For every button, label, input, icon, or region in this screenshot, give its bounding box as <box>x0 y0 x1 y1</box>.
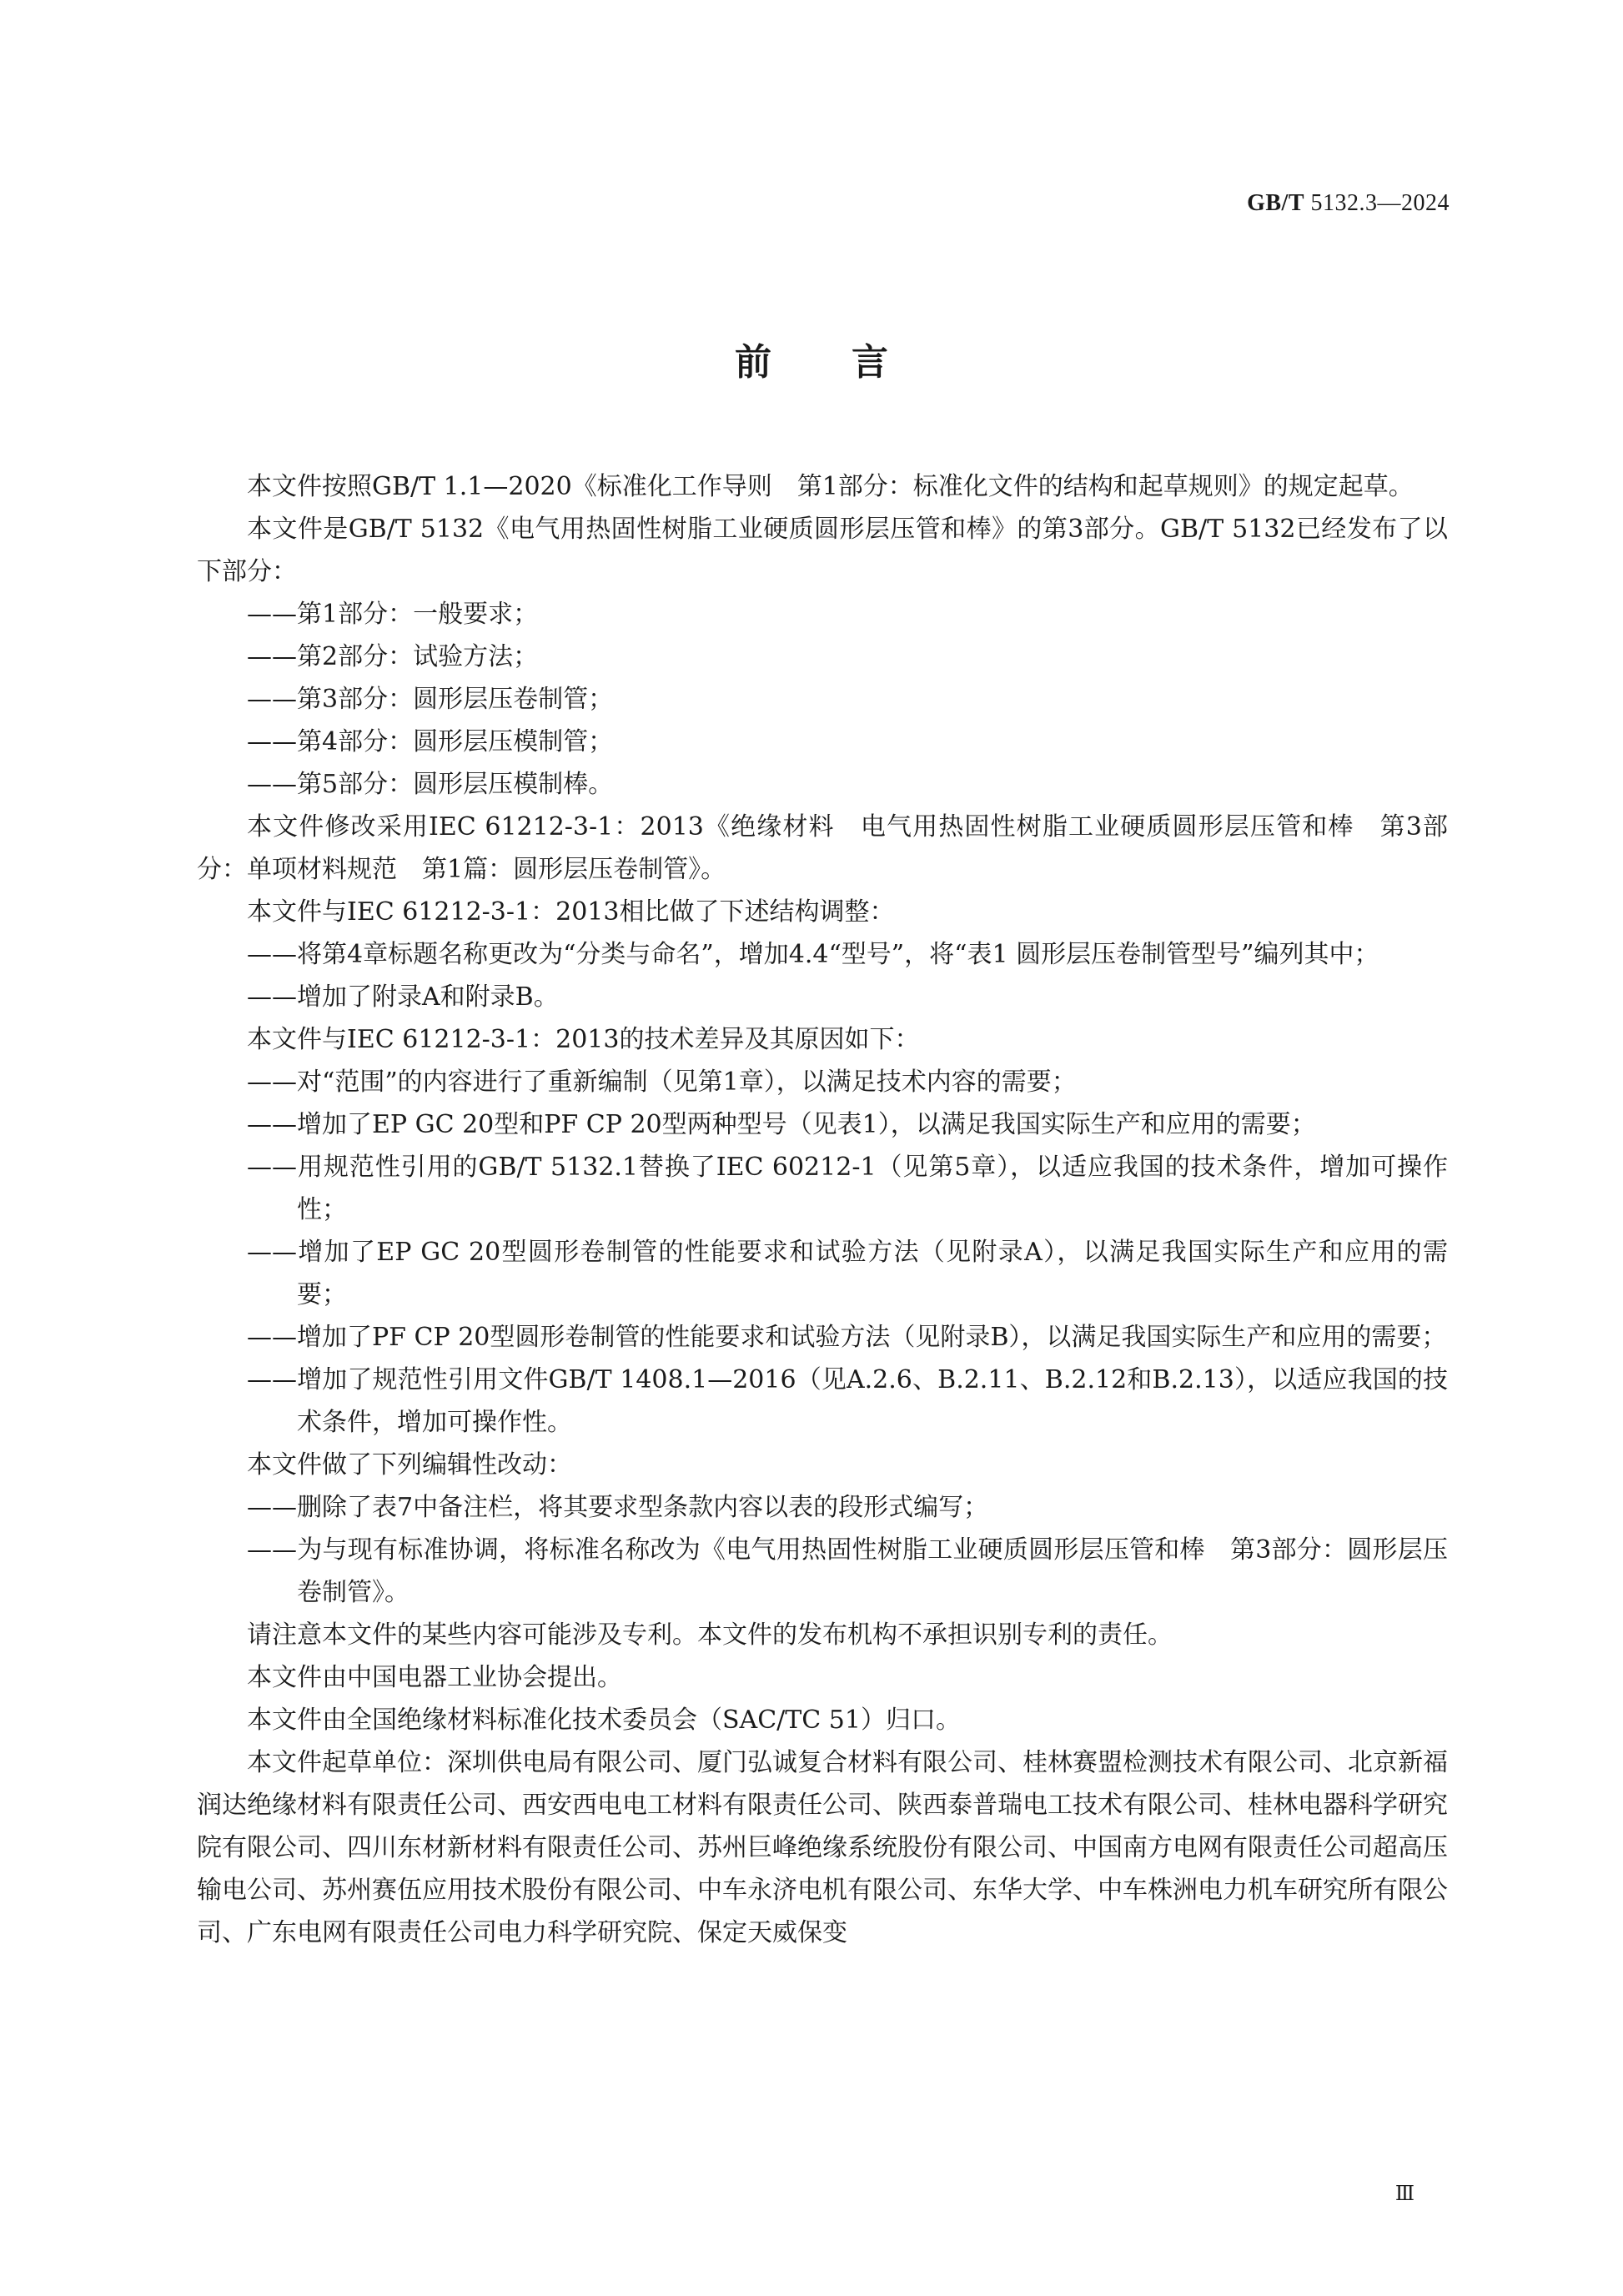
list-item: ——第3部分：圆形层压卷制管； <box>247 685 614 714</box>
list-item: ——增加了EP GC 20型和PF CP 20型两种型号（见表1），以满足我国实际生产和应用的需要； <box>247 1110 1316 1139</box>
document-body <box>197 465 1448 1954</box>
list-item: ——用规范性引用的GB/T 5132.1替换了IEC 60212-1（见第5章），以适应我国的技术条件，增加可操作性； <box>247 1153 1448 1224</box>
paragraph: 本文件由中国电器工业协会提出。 <box>247 1663 622 1692</box>
list-item: ——增加了EP GC 20型圆形卷制管的性能要求和试验方法（见附录A），以满足我国实际生产和应用的需要； <box>247 1238 1448 1309</box>
list-item: ——将第4章标题名称更改为“分类与命名”，增加4.4“型号”，将“表1 圆形层压卷制管型号”编列其中； <box>247 940 1379 969</box>
page-number: Ⅲ <box>1394 2183 1414 2205</box>
paragraph: 本文件起草单位：深圳供电局有限公司、厦门弘诚复合材料有限公司、桂林赛盟检测技术有限公司、北京新福润达绝缘材料有限责任公司、西安西电电工材料有限责任公司、陕西泰普瑞电工技术有限公司、桂林电器科学研究院有限公司、四川东材新材料有限责任公司、苏州巨峰绝缘系统股份有限公司、中国南方电网有限责任公司超高压输电公司、苏州赛伍应用技术股份有限公司、中车永济电机有限公司、东华大学、中车株洲电力机车研究所有限公司、广东电网有限责任公司电力科学研究院、保定天威保变 <box>197 1748 1448 1947</box>
paragraph: 本文件做了下列编辑性改动： <box>247 1450 572 1480</box>
paragraph: 本文件按照GB/T 1.1—2020《标准化工作导则 第1部分：标准化文件的结构和起草规则》的规定起草。 <box>247 472 1414 501</box>
standard-prefix: GB/T <box>1247 190 1304 216</box>
standard-number <box>1247 190 1450 217</box>
paragraph: 本文件是GB/T 5132《电气用热固性树脂工业硬质圆形层压管和棒》的第3部分。GB/T 5132已经发布了以下部分： <box>197 515 1448 586</box>
standard-code: 5132.3—2024 <box>1310 190 1450 216</box>
paragraph: 本文件修改采用IEC 61212-3-1：2013《绝缘材料 电气用热固性树脂工业硬质圆形层压管和棒 第3部分：单项材料规范 第1篇：圆形层压卷制管》。 <box>197 812 1448 884</box>
paragraph: 本文件由全国绝缘材料标准化技术委员会（SAC/TC 51）归口。 <box>247 1706 961 1735</box>
list-item: ——第4部分：圆形层压模制管； <box>247 727 614 756</box>
list-item: ——为与现有标准协调，将标准名称改为《电气用热固性树脂工业硬质圆形层压管和棒 第3部分：圆形层压卷制管》。 <box>247 1535 1448 1607</box>
paragraph: 本文件与IEC 61212-3-1：2013的技术差异及其原因如下： <box>247 1025 920 1054</box>
list-item: ——增加了规范性引用文件GB/T 1408.1—2016（见A.2.6、B.2.11、B.2.12和B.2.13），以适应我国的技术条件，增加可操作性。 <box>247 1365 1448 1437</box>
list-item: ——增加了PF CP 20型圆形卷制管的性能要求和试验方法（见附录B），以满足我国实际生产和应用的需要； <box>247 1323 1447 1352</box>
list-item: ——对“范围”的内容进行了重新编制（见第1章），以满足技术内容的需要； <box>247 1068 1077 1097</box>
list-item: ——第1部分：一般要求； <box>247 600 539 629</box>
list-item: ——第2部分：试验方法； <box>247 642 539 671</box>
paragraph: 本文件与IEC 61212-3-1：2013相比做了下述结构调整： <box>247 897 895 927</box>
list-item: ——增加了附录A和附录B。 <box>247 982 559 1012</box>
paragraph: 请注意本文件的某些内容可能涉及专利。本文件的发布机构不承担识别专利的责任。 <box>247 1620 1173 1650</box>
list-item: ——删除了表7中备注栏，将其要求型条款内容以表的段形式编写； <box>247 1493 989 1522</box>
page-title: 前言 <box>735 341 968 384</box>
list-item: ——第5部分：圆形层压模制棒。 <box>247 770 614 799</box>
